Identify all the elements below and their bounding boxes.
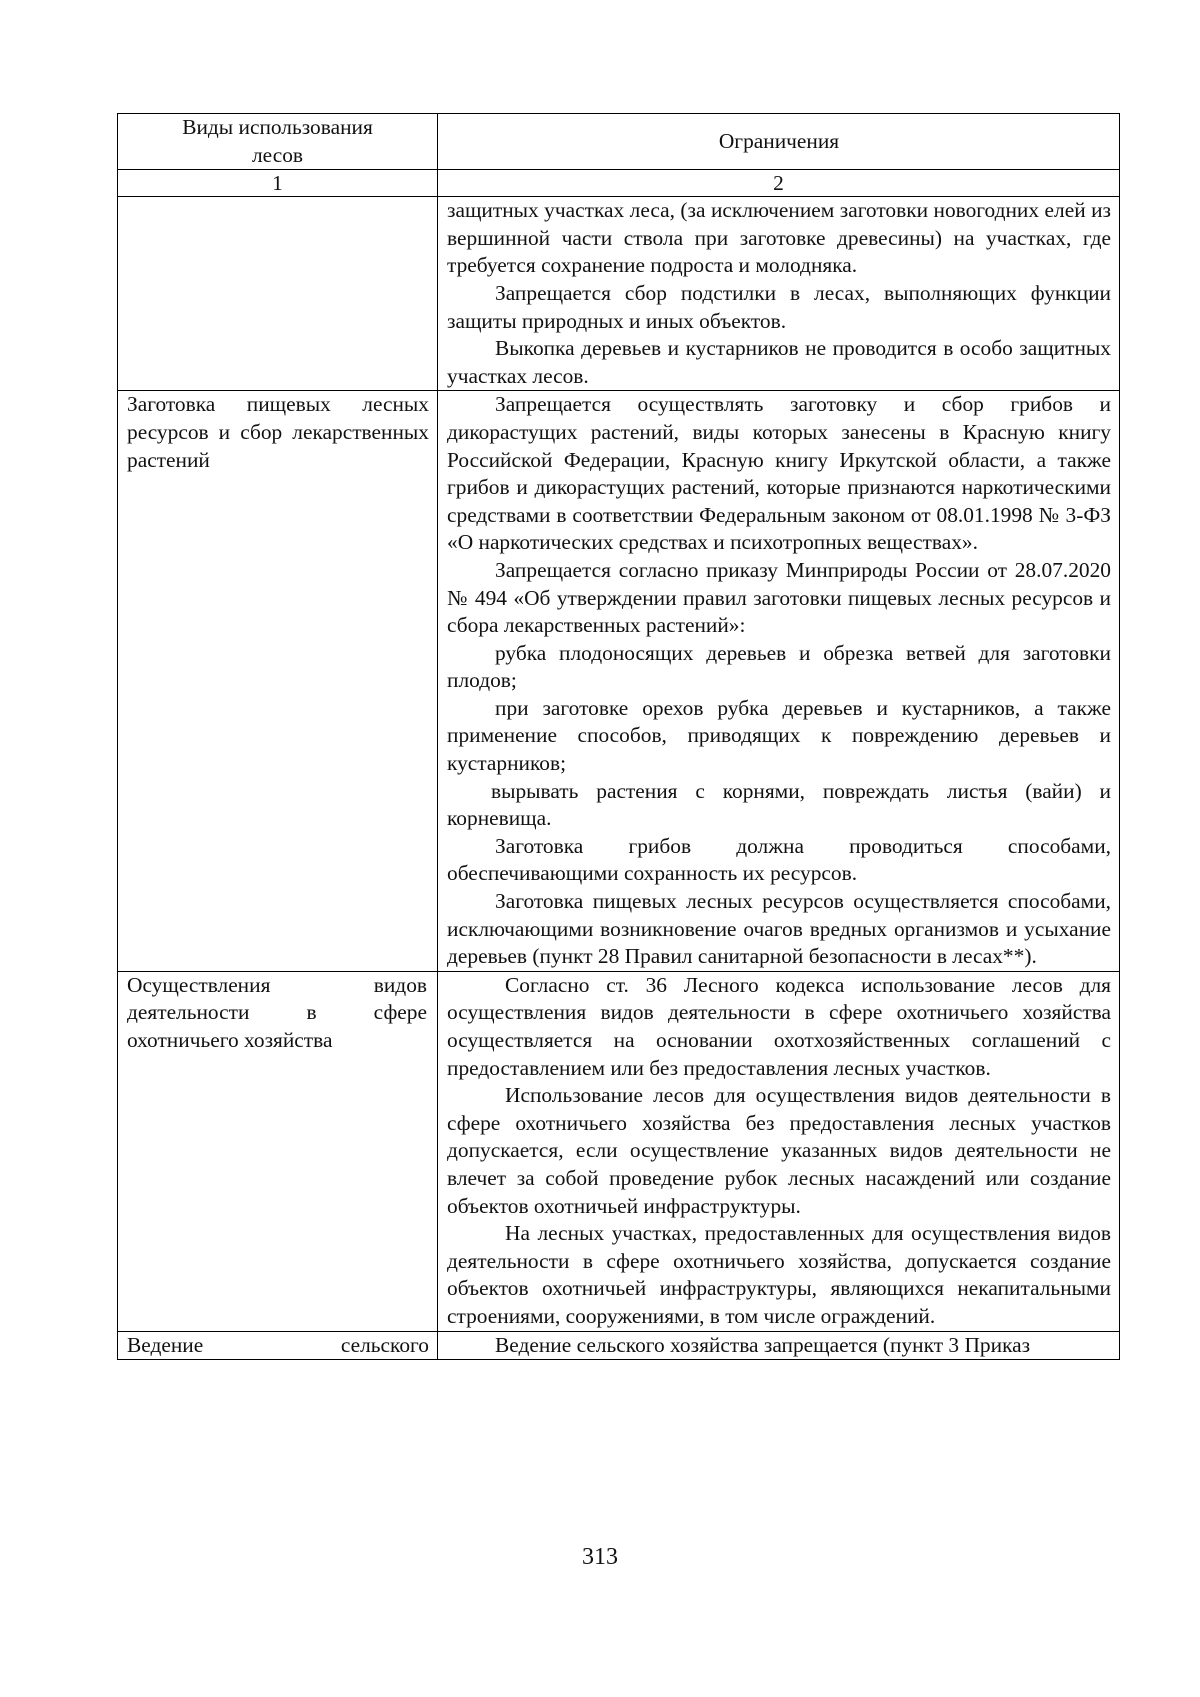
forest-use-type: [118, 1331, 438, 1360]
restriction-paragraph: Заготовка пищевых лесных ресурсов осуществляется способами, исключающими возникновение очагов вредных организмов и усыхание деревьев (пункт 28 Правил санитарной безопасности в лесах**).: [447, 889, 1111, 969]
table-row: [118, 391, 1120, 971]
restriction-paragraph: Запрещается согласно приказу Минприроды России от 28.07.2020 № 494 «Об утверждении правил заготовки пищевых лесных ресурсов и сбора лекарственных растений»:: [447, 557, 1111, 638]
page-number: 313: [582, 1544, 618, 1570]
restriction-paragraph: Запрещается осуществлять заготовку и сбор грибов и дикорастущих растений, виды которых занесены в Красную книгу Российской Федерации, Красную книгу Иркутской области, а также грибов и дикорастущих растений, которые признаются наркотическими средствами в соответствии Федеральным законом от 08.01.1998 № 3-ФЗ «О наркотических средствах и психотропных веществах».: [447, 392, 1111, 555]
table-row: [118, 197, 1120, 391]
restriction-paragraph: Согласно ст. 36 Лесного кодекса использование лесов для осуществления видов деятельности в сфере охотничьего хозяйства осуществляется на основании охотхозяйственных соглашений с предоставлением или без предоставления лесных участков.: [447, 972, 1111, 1080]
restrictions-table: [117, 113, 1120, 1360]
restriction-paragraph: при заготовке орехов рубка деревьев и кустарников, а также применение способов, приводящих к повреждению деревьев и кустарников;: [447, 695, 1111, 776]
table-header-row: [118, 114, 1120, 170]
restriction-paragraph: защитных участках леса, (за исключением заготовки новогодних елей из вершинной части ствола при заготовке древесины) на участках, где требуется сохранение подроста и молодняка.: [447, 198, 1111, 278]
header-forest-use-types: Виды использования лесов: [118, 114, 438, 170]
forest-use-type: Заготовка пищевых лесных ресурсов и сбор лекарственных растений: [118, 391, 438, 971]
header-restrictions: Ограничения: [438, 114, 1120, 170]
table-row: [118, 1331, 1120, 1360]
column-number-row: [118, 170, 1120, 197]
restrictions-cell: [438, 197, 1120, 391]
restriction-paragraph: На лесных участках, предоставленных для осуществления видов деятельности в сфере охотничьего хозяйства, допускается создание объектов охотничьей инфраструктуры, являющихся некапитальными строениями, сооружениями, в том числе ограждений.: [447, 1221, 1111, 1328]
table-row: [118, 971, 1120, 1331]
forest-use-type: Осуществления видов деятельности в сфере охотничьего хозяйства: [118, 971, 438, 1331]
restriction-paragraph: рубка плодоносящих деревьев и обрезка ветвей для заготовки плодов;: [447, 640, 1111, 693]
restriction-paragraph: Запрещается сбор подстилки в лесах, выполняющих функции защиты природных и иных объектов.: [447, 280, 1111, 333]
restriction-paragraph: Использование лесов для осуществления видов деятельности в сфере охотничьего хозяйства без предоставления лесных участков допускается, если осуществление указанных видов деятельности не влечет за собой проведение рубок лесных насаждений или создание объектов охотничьей инфраструктуры.: [447, 1083, 1111, 1218]
restriction-paragraph: Выкопка деревьев и кустарников не проводится в особо защитных участках лесов.: [447, 336, 1111, 388]
restrictions-cell: [438, 971, 1120, 1331]
forest-use-type-text: Ведение сельского: [127, 1332, 429, 1357]
restriction-paragraph: Заготовка грибов должна проводиться способами, обеспечивающими сохранность их ресурсов.: [447, 833, 1111, 886]
restriction-paragraph: вырывать растения с корнями, повреждать листья (вайи) и корневища.: [447, 778, 1111, 831]
restriction-paragraph: Ведение сельского хозяйства запрещается (пункт 3 Приказ: [495, 1332, 1031, 1357]
column-number-2: 2: [438, 170, 1120, 197]
document-page: [117, 113, 1119, 1360]
restrictions-cell: [438, 391, 1120, 971]
forest-use-type: [118, 197, 438, 391]
column-number-1: 1: [118, 170, 438, 197]
restrictions-cell: [438, 1331, 1120, 1360]
